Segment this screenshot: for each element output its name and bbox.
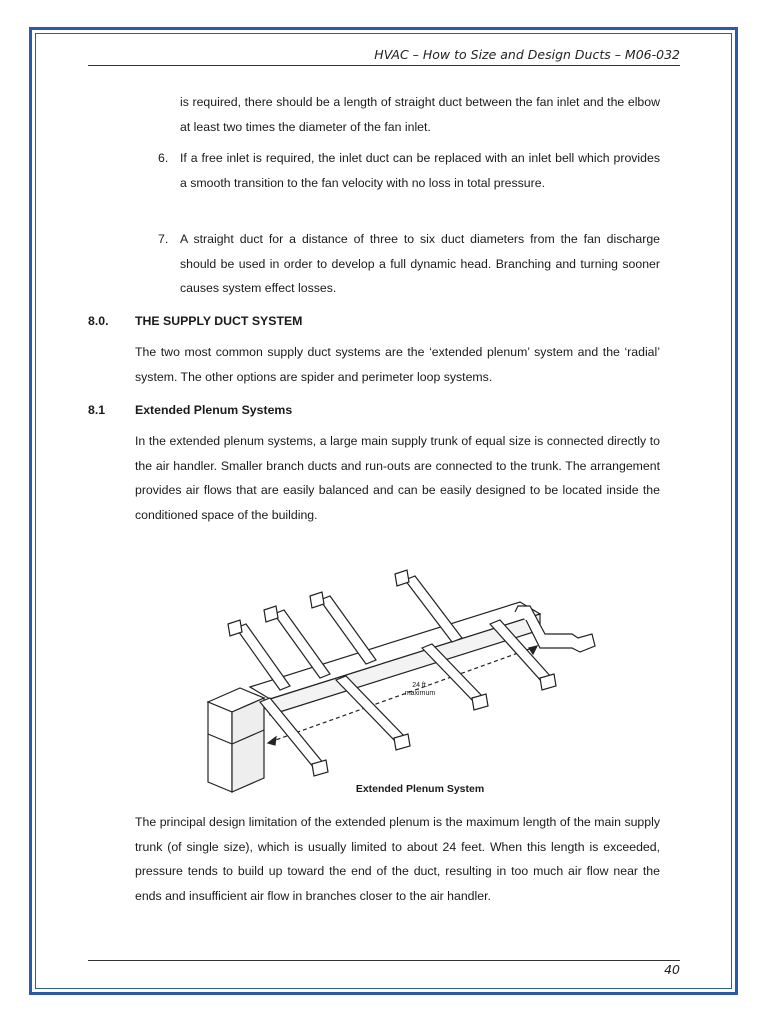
section-body: The two most common supply duct systems are the ‘extended plenum’ system and the ‘radial’ system. The other options are spider and perimeter loop systems. (135, 345, 660, 384)
footer-rule (88, 960, 680, 961)
list-item-text: A straight duct for a distance of three to six duct diameters from the fan discharge should be used in order to develop a full dynamic head. Branching and turning sooner causes system effect losses. (180, 232, 660, 295)
subsection-number: 8.1 (88, 403, 106, 417)
page-number: 40 (664, 962, 680, 977)
list-continuation: is required, there should be a length of straight duct between the fan inlet and the elbow at least two times the diameter of the fan inlet. (180, 95, 660, 134)
dimension-label (395, 682, 445, 698)
dimension-label-line2: maximum (404, 690, 436, 697)
dimension-label-line1: 24 ft. (412, 682, 428, 689)
list-item-text: If a free inlet is required, the inlet duct can be replaced with an inlet bell which provides a smooth transition to the fan velocity with no loss in total pressure. (180, 151, 660, 190)
section-number: 8.0. (88, 314, 109, 328)
list-item-number: 6. (158, 151, 169, 165)
list-item-number: 7. (158, 232, 169, 246)
subsection-body: In the extended plenum systems, a large main supply trunk of equal size is connected directly to the air handler. Smaller branch ducts and run-outs are connected to the trunk. The arrangement provides air flows that are easily balanced and can be easily designed to be located inside the conditioned space of the building. (135, 434, 660, 522)
closing-paragraph: The principal design limitation of the extended plenum is the maximum length of the main supply trunk (of single size), which is usually limited to about 24 feet. When this length is exceeded, pressure tends to build up toward the end of the duct, resulting in too much air flow near the ends and insufficient air flow in branches closer to the air handler. (135, 815, 660, 903)
page-header: HVAC – How to Size and Design Ducts – M06-032 (88, 46, 680, 66)
section-title: THE SUPPLY DUCT SYSTEM (135, 314, 303, 328)
figure-caption: Extended Plenum System (355, 783, 485, 795)
subsection-title: Extended Plenum Systems (135, 403, 293, 417)
